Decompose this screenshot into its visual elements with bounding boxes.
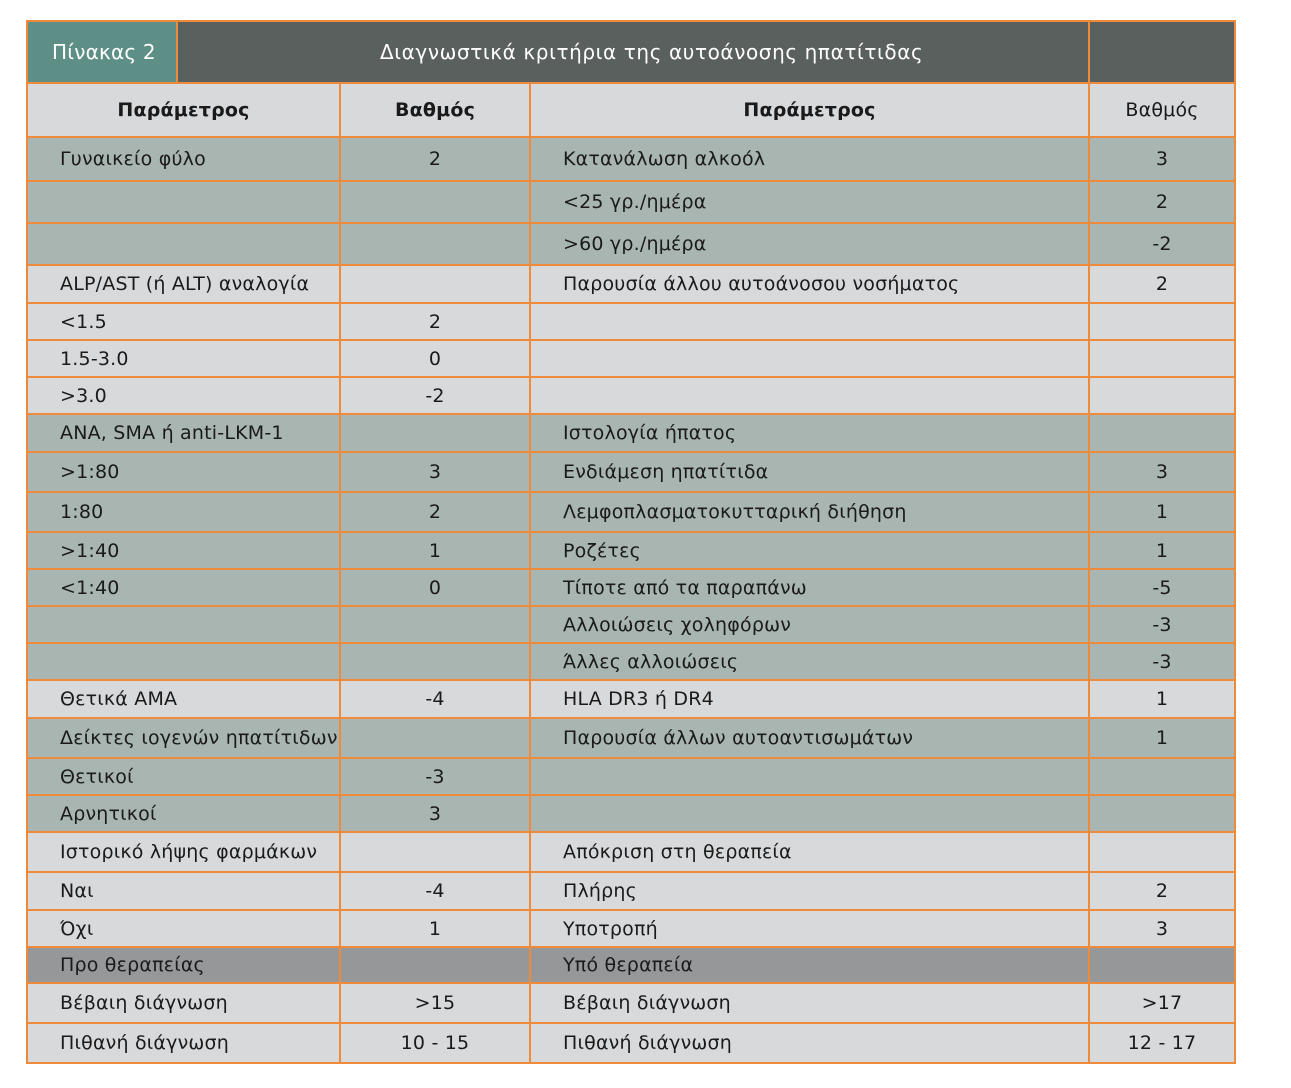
score-left-cell: 0 [339, 570, 529, 605]
table-row [26, 491, 1236, 531]
parameter-right-cell: Παρουσία άλλων αυτοαντισωμάτων [529, 719, 1088, 757]
score-left-cell [339, 607, 529, 642]
score-right-cell: 2 [1088, 182, 1236, 222]
score-left-cell: 0 [339, 341, 529, 376]
parameter-right-cell [529, 341, 1088, 376]
header-parameter-left: Παράμετρος [26, 84, 339, 136]
parameter-left-cell [26, 224, 339, 264]
criteria-table [26, 20, 1236, 1064]
table-row [26, 642, 1236, 679]
table-label: Πίνακας 2 [26, 22, 176, 82]
table-row [26, 946, 1236, 982]
score-left-cell: -2 [339, 378, 529, 413]
table-row [26, 451, 1236, 491]
parameter-left-cell: ALP/AST (ή ALT) αναλογία [26, 266, 339, 302]
parameter-left-cell: ANA, SMA ή anti-LKM-1 [26, 415, 339, 451]
parameter-right-cell: Λεμφοπλασματοκυτταρική διήθηση [529, 493, 1088, 531]
parameter-left-cell: 1:80 [26, 493, 339, 531]
score-left-cell [339, 719, 529, 757]
score-right-cell: 1 [1088, 719, 1236, 757]
parameter-right-cell: Υπό θεραπεία [529, 948, 1088, 982]
score-left-cell [339, 415, 529, 451]
score-right-cell: -5 [1088, 570, 1236, 605]
score-left-cell: -4 [339, 873, 529, 909]
table-header-row [26, 82, 1236, 136]
score-left-cell: 3 [339, 796, 529, 831]
parameter-left-cell: Αρνητικοί [26, 796, 339, 831]
score-left-cell [339, 182, 529, 222]
parameter-left-cell [26, 182, 339, 222]
table-row [26, 339, 1236, 376]
parameter-right-cell: Κατανάλωση αλκοόλ [529, 138, 1088, 180]
table-row [26, 909, 1236, 946]
table-row [26, 180, 1236, 222]
score-right-cell [1088, 948, 1236, 982]
table-row [26, 302, 1236, 339]
parameter-left-cell: Θετικά AMA [26, 681, 339, 717]
parameter-right-cell: HLA DR3 ή DR4 [529, 681, 1088, 717]
parameter-left-cell: Όχι [26, 911, 339, 946]
score-right-cell: 2 [1088, 873, 1236, 909]
parameter-right-cell: Πλήρης [529, 873, 1088, 909]
score-right-cell: >17 [1088, 984, 1236, 1022]
table-row [26, 794, 1236, 831]
score-right-cell: 1 [1088, 533, 1236, 568]
parameter-right-cell: Παρουσία άλλου αυτοάνοσου νοσήματος [529, 266, 1088, 302]
score-right-cell: 12 - 17 [1088, 1024, 1236, 1062]
parameter-right-cell: <25 γρ./ημέρα [529, 182, 1088, 222]
parameter-left-cell: 1.5-3.0 [26, 341, 339, 376]
score-right-cell: -3 [1088, 644, 1236, 679]
parameter-left-cell: >1:40 [26, 533, 339, 568]
parameter-left-cell: <1.5 [26, 304, 339, 339]
table-row [26, 376, 1236, 413]
score-left-cell [339, 644, 529, 679]
table-row [26, 1022, 1236, 1064]
score-right-cell: 3 [1088, 911, 1236, 946]
parameter-left-cell: Πιθανή διάγνωση [26, 1024, 339, 1062]
table-title: Διαγνωστικά κριτήρια της αυτοάνοσης ηπατίτιδας [176, 22, 1088, 82]
parameter-right-cell: Ροζέτες [529, 533, 1088, 568]
parameter-right-cell: Άλλες αλλοιώσεις [529, 644, 1088, 679]
table-title-row [26, 20, 1236, 82]
header-score-left: Βαθμός [339, 84, 529, 136]
score-left-cell: -3 [339, 759, 529, 794]
score-left-cell [339, 833, 529, 871]
parameter-left-cell: Γυναικείο φύλο [26, 138, 339, 180]
score-left-cell: 10 - 15 [339, 1024, 529, 1062]
parameter-left-cell: Ιστορικό λήψης φαρμάκων [26, 833, 339, 871]
table-row [26, 136, 1236, 180]
score-left-cell [339, 948, 529, 982]
score-right-cell: 3 [1088, 138, 1236, 180]
score-left-cell: 3 [339, 453, 529, 491]
score-right-cell [1088, 759, 1236, 794]
parameter-right-cell [529, 796, 1088, 831]
score-right-cell [1088, 796, 1236, 831]
parameter-right-cell: Υποτροπή [529, 911, 1088, 946]
table-body [26, 136, 1236, 1064]
score-left-cell: 2 [339, 493, 529, 531]
parameter-left-cell: >1:80 [26, 453, 339, 491]
parameter-right-cell: Ιστολογία ήπατος [529, 415, 1088, 451]
score-left-cell: 2 [339, 138, 529, 180]
score-right-cell: 3 [1088, 453, 1236, 491]
parameter-right-cell: Απόκριση στη θεραπεία [529, 833, 1088, 871]
score-right-cell [1088, 378, 1236, 413]
parameter-left-cell: Προ θεραπείας [26, 948, 339, 982]
table-row [26, 982, 1236, 1022]
parameter-right-cell [529, 759, 1088, 794]
parameter-left-cell: Βέβαιη διάγνωση [26, 984, 339, 1022]
score-right-cell: 2 [1088, 266, 1236, 302]
score-left-cell: 1 [339, 533, 529, 568]
score-left-cell [339, 224, 529, 264]
parameter-left-cell: Ναι [26, 873, 339, 909]
parameter-left-cell: <1:40 [26, 570, 339, 605]
parameter-right-cell [529, 304, 1088, 339]
score-left-cell: >15 [339, 984, 529, 1022]
score-right-cell: -2 [1088, 224, 1236, 264]
table-row [26, 717, 1236, 757]
parameter-left-cell: Θετικοί [26, 759, 339, 794]
parameter-left-cell: Δείκτες ιογενών ηπατίτιδων [26, 719, 339, 757]
parameter-right-cell: Ενδιάμεση ηπατίτιδα [529, 453, 1088, 491]
score-right-cell [1088, 415, 1236, 451]
parameter-left-cell [26, 607, 339, 642]
score-left-cell: 2 [339, 304, 529, 339]
score-right-cell [1088, 341, 1236, 376]
table-row [26, 605, 1236, 642]
table-row [26, 831, 1236, 871]
table-title-end [1088, 22, 1236, 82]
table-row [26, 264, 1236, 302]
score-left-cell [339, 266, 529, 302]
parameter-right-cell [529, 378, 1088, 413]
table-row [26, 413, 1236, 451]
score-left-cell: 1 [339, 911, 529, 946]
table-row [26, 679, 1236, 717]
score-right-cell: 1 [1088, 493, 1236, 531]
header-parameter-right: Παράμετρος [529, 84, 1088, 136]
parameter-left-cell [26, 644, 339, 679]
header-score-right: Βαθμός [1088, 84, 1236, 136]
parameter-right-cell: Βέβαιη διάγνωση [529, 984, 1088, 1022]
table-row [26, 757, 1236, 794]
table-row [26, 222, 1236, 264]
score-right-cell [1088, 304, 1236, 339]
score-right-cell: 1 [1088, 681, 1236, 717]
table-row [26, 568, 1236, 605]
score-left-cell: -4 [339, 681, 529, 717]
parameter-right-cell: Τίποτε από τα παραπάνω [529, 570, 1088, 605]
parameter-left-cell: >3.0 [26, 378, 339, 413]
parameter-right-cell: >60 γρ./ημέρα [529, 224, 1088, 264]
table-row [26, 531, 1236, 568]
table-row [26, 871, 1236, 909]
score-right-cell: -3 [1088, 607, 1236, 642]
parameter-right-cell: Πιθανή διάγνωση [529, 1024, 1088, 1062]
parameter-right-cell: Αλλοιώσεις χοληφόρων [529, 607, 1088, 642]
score-right-cell [1088, 833, 1236, 871]
